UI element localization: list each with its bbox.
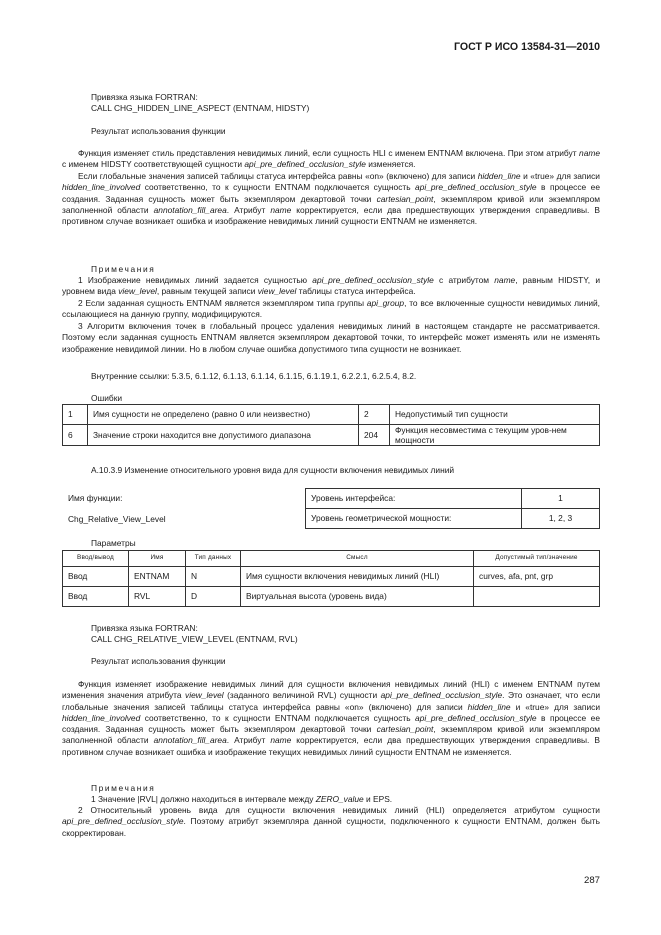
param-io: Ввод bbox=[63, 567, 129, 587]
italic-term: hidden_line_involved bbox=[62, 182, 141, 193]
italic-term: api_pre_defined_occlusion_style bbox=[380, 690, 503, 701]
section-heading: А.10.3.9 Изменение относительного уровня вида для сущности включения невидимых линий bbox=[91, 465, 455, 475]
italic-term: hidden_line_involved bbox=[62, 712, 141, 723]
note-2: 2 Если заданная сущность ENTNAM является экземпляром типа группы api_group, то все включенные сущности невидимых линий, ссылающиеся на данную группу, модифицируются. bbox=[62, 298, 601, 320]
italic-term: name bbox=[579, 148, 600, 158]
errors-title: Ошибки bbox=[91, 393, 123, 403]
parameters-title: Параметры bbox=[91, 538, 136, 548]
errors-table bbox=[62, 404, 600, 446]
note-3: 3 Алгоритм включения точек в глобальный процесс удаления невидимых линий в настоящем стандарте не рассматривается. Поэтому если заданная сущность ENTNAM является экземпляром декартовой точки, то интерфейс может изменять или не изменять изображение невидимой линии. Но в любом случае ошибка допустимого типа сущности не возникает. bbox=[62, 321, 600, 354]
param-allowed: curves, afa, pnt, grp bbox=[474, 567, 600, 587]
fortran-binding-title-2: Привязка языка FORTRAN: bbox=[91, 623, 198, 633]
column-header: Тип данных bbox=[186, 551, 241, 567]
param-name: RVL bbox=[129, 587, 186, 607]
italic-term: api_pre_defined_occlusion_style bbox=[415, 182, 537, 193]
error-text: Имя сущности не определено (равно 0 или неизвестно) bbox=[88, 405, 359, 425]
function-result-title: Результат использования функции bbox=[91, 126, 226, 136]
italic-term: view_level bbox=[118, 286, 157, 297]
param-allowed bbox=[474, 587, 600, 607]
param-type: D bbox=[186, 587, 241, 607]
document-standard-header: ГОСТ Р ИСО 13584-31—2010 bbox=[453, 41, 600, 53]
column-header: Имя bbox=[129, 551, 186, 567]
note-1: 1 Изображение невидимых линий задается сущностью api_pre_defined_occlusion_style с атрибутом name, равным HIDSTY, и уровнем вида view_level, равным текущей записи view_level таблицы статуса интерфейса. bbox=[62, 275, 600, 297]
result-paragraph-2: Если глобальные значения записей таблицы статуса интерфейса равны «on» (включено) для записи hidden_line и «true» для записи hidden_line_involved соответственно, то к сущности ENTNAM подключается сущность api_pre_defined_occlusion_style в процессе ее создания. Заданная сущность может быть экземпляром декартовой точки cartesian_point, экземпляром кривой или экземпляром заполненной области annotation_fill_area. Атрибут name корректируется, если два предшествующих утверждения справедливы. В противном случае возникает ошибка и изображение невидимых линий сущности ENTNAM не изменяется. bbox=[62, 171, 600, 227]
italic-term: hidden_line bbox=[477, 171, 521, 181]
error-text: Недопустимый тип сущности bbox=[390, 405, 600, 425]
level-value: 1, 2, 3 bbox=[522, 509, 600, 529]
level-key: Уровень интерфейса: bbox=[306, 489, 522, 509]
italic-term: cartesian_point bbox=[376, 193, 434, 204]
error-code: 1 bbox=[63, 405, 88, 425]
param-meaning: Виртуальная высота (уровень вида) bbox=[241, 587, 474, 607]
italic-term: view_level bbox=[185, 690, 224, 701]
param-io: Ввод bbox=[63, 587, 129, 607]
level-key: Уровень геометрической мощности: bbox=[306, 509, 522, 529]
table-row bbox=[63, 425, 600, 446]
note-2-1: 1 Значение |RVL| должно находиться в интервале между ZERO_value и EPS. bbox=[91, 794, 393, 804]
param-type: N bbox=[186, 567, 241, 587]
italic-term: api_pre_defined_occlusion_style bbox=[415, 712, 537, 723]
fortran-binding-call: CALL CHG_HIDDEN_LINE_ASPECT (ENTNAM, HIDSTY) bbox=[91, 103, 310, 113]
fortran-binding-call-2: CALL CHG_RELATIVE_VIEW_LEVEL (ENTNAM, RVL) bbox=[91, 634, 298, 644]
italic-term: name bbox=[270, 735, 292, 746]
italic-term: name bbox=[494, 275, 516, 285]
italic-term: view_level bbox=[257, 286, 297, 297]
italic-term: hidden_line bbox=[467, 701, 511, 712]
table-header-row bbox=[63, 551, 600, 567]
table-row bbox=[63, 567, 600, 587]
table-row bbox=[306, 509, 600, 529]
function-result-title-2: Результат использования функции bbox=[91, 656, 226, 666]
italic-term: api_pre_defined_occlusion_style bbox=[312, 275, 434, 285]
page-number: 287 bbox=[583, 875, 600, 886]
column-header: Ввод/вывод bbox=[63, 551, 129, 567]
italic-term: api_pre_defined_occlusion_style bbox=[62, 816, 184, 827]
italic-term: name bbox=[270, 204, 292, 215]
param-name: ENTNAM bbox=[129, 567, 186, 587]
italic-term: ZERO_value bbox=[315, 794, 364, 804]
function-name-value: Chg_Relative_View_Level bbox=[68, 514, 166, 524]
level-value: 1 bbox=[522, 489, 600, 509]
column-header: Допустимый тип/значение bbox=[474, 551, 600, 567]
notes-title: Примечания bbox=[91, 264, 156, 274]
italic-term: api_group bbox=[366, 298, 405, 308]
param-meaning: Имя сущности включения невидимых линий (HLI) bbox=[241, 567, 474, 587]
internal-references: Внутренние ссылки: 5.3.5, 6.1.12, 6.1.13, 6.1.14, 6.1.15, 6.1.19.1, 6.2.2.1, 6.2.5.4, 8.2. bbox=[91, 371, 417, 381]
error-code: 204 bbox=[359, 425, 390, 446]
function-name-label: Имя функции: bbox=[68, 493, 123, 503]
function-levels-table bbox=[305, 488, 600, 529]
error-code: 2 bbox=[359, 405, 390, 425]
notes-title-2: Примечания bbox=[91, 783, 156, 793]
table-row bbox=[63, 587, 600, 607]
column-header: Смысл bbox=[241, 551, 474, 567]
italic-term: cartesian_point bbox=[376, 724, 434, 735]
italic-term: api_pre_defined_occlusion_style bbox=[244, 159, 366, 170]
result-paragraph-3: Функция изменяет изображение невидимых линий для сущности включения невидимых линий (HLI) с именем ENTNAM путем изменения значения атрибута view_level (заданного величиной RVL) сущности api_pre_defined_occlusion_style. Это означает, что если глобальные значения записей таблицы статуса интерфейса равны «on» (включено) для записи hidden_line и «true» для записи hidden_line_involved соответственно, то к сущности ENTNAM подключается сущность api_pre_defined_occlusion_style в процессе ее создания. Заданная сущность может быть экземпляром декартовой точки cartesian_point, экземпляром кривой или экземпляром заполненной области annotation_fill_area. Атрибут name корректируется, если два предшествующих утверждения справедливы. В противном случае возникает ошибка и изображение текущих невидимых линий сущности ENTNAM не изменяется. bbox=[62, 679, 600, 757]
error-code: 6 bbox=[63, 425, 88, 446]
table-row bbox=[63, 405, 600, 425]
result-paragraph-1: Функция изменяет стиль представления невидимых линий, если сущность HLI с именем ENTNAM включена. При этом атрибут name с именем HIDSTY соответствующей сущности api_pre_defined_occlusion_style изменяется. bbox=[62, 148, 600, 170]
fortran-binding-title: Привязка языка FORTRAN: bbox=[91, 92, 198, 102]
note-2-2: 2 Относительный уровень вида для сущности включения невидимых линий (HLI) определяется атрибутом сущности api_pre_defined_occlusion_style. Поэтому атрибут экземпляра данной сущности, подключенного к сущности ENTNAM, должен быть скорректирован. bbox=[62, 805, 600, 838]
parameters-table bbox=[62, 550, 600, 607]
error-text: Значение строки находится вне допустимого диапазона bbox=[88, 425, 359, 446]
table-row bbox=[306, 489, 600, 509]
error-text: Функция несовместима с текущим уров-нем мощности bbox=[390, 425, 600, 446]
italic-term: annotation_fill_area bbox=[153, 735, 227, 746]
italic-term: annotation_fill_area bbox=[153, 204, 227, 215]
